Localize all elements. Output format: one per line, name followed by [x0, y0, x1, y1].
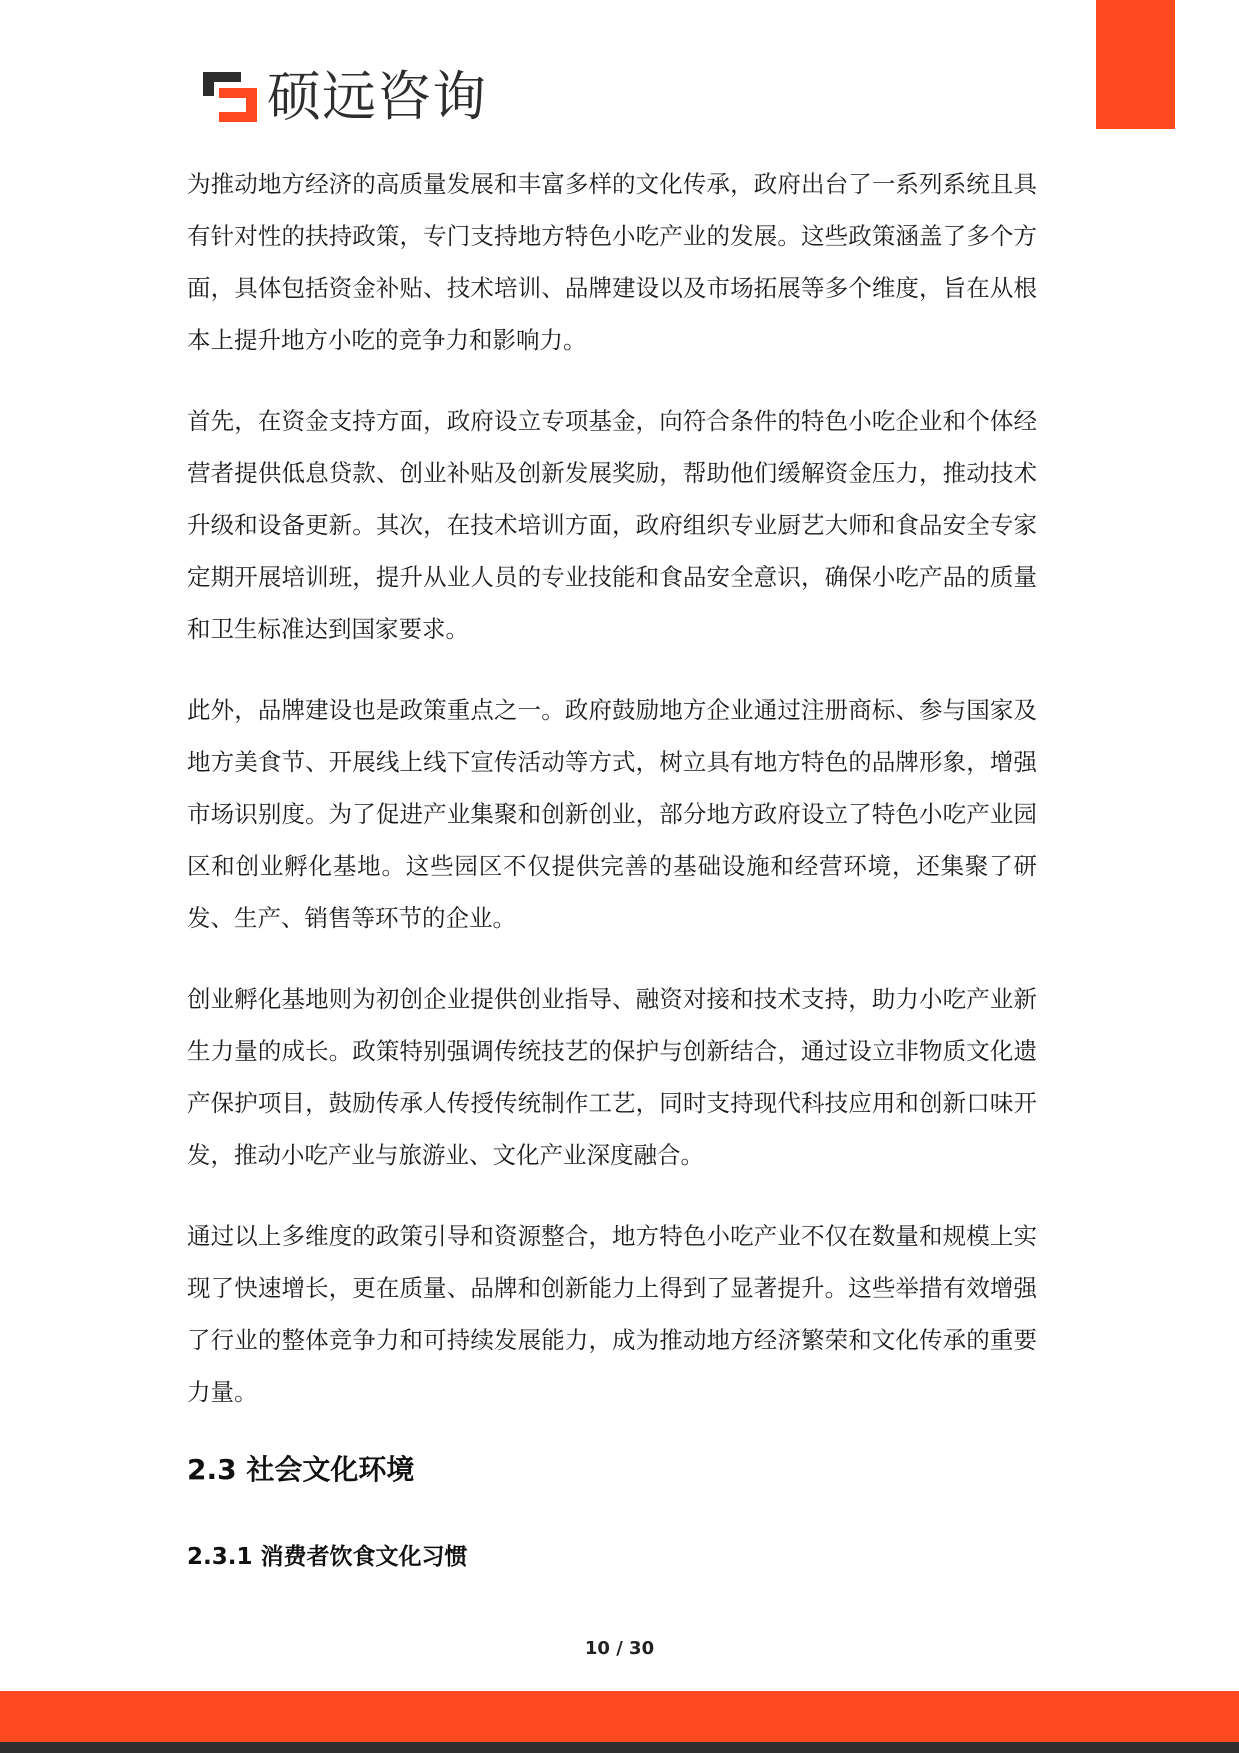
footer-dark-bar — [0, 1742, 1239, 1753]
corner-accent-tab — [1096, 0, 1175, 129]
paragraph-5: 通过以上多维度的政策引导和资源整合，地方特色小吃产业不仅在数量和规模上实现了快速增长，更在质量、品牌和创新能力上得到了显著提升。这些举措有效增强了行业的整体竞争力和可持续发展能力，成为推动地方经济繁荣和文化传承的重要力量。 — [187, 1222, 1037, 1406]
paragraph-3: 此外，品牌建设也是政策重点之一。政府鼓励地方企业通过注册商标、参与国家及地方美食节、开展线上线下宣传活动等方式，树立具有地方特色的品牌形象，增强市场识别度。为了促进产业集聚和创新创业，部分地方政府设立了特色小吃产业园区和创业孵化基地。这些园区不仅提供完善的基础设施和经营环境，还集聚了研发、生产、销售等环节的企业。 — [187, 696, 1037, 932]
section-heading: 2.3 社会文化环境 — [187, 1453, 415, 1486]
subsection-heading: 2.3.1 消费者饮食文化习惯 — [187, 1544, 468, 1570]
brand-logo-icon — [201, 68, 259, 126]
paragraph-4: 创业孵化基地则为初创企业提供创业指导、融资对接和技术支持，助力小吃产业新生力量的成长。政策特别强调传统技艺的保护与创新结合，通过设立非物质文化遗产保护项目，鼓励传承人传授传统制作工艺，同时支持现代科技应用和创新口味开发，推动小吃产业与旅游业、文化产业深度融合。 — [187, 985, 1037, 1169]
page-number: 10 / 30 — [584, 1638, 655, 1659]
paragraph-1: 为推动地方经济的高质量发展和丰富多样的文化传承，政府出台了一系列系统且具有针对性的扶持政策，专门支持地方特色小吃产业的发展。这些政策涵盖了多个方面，具体包括资金补贴、技术培训、品牌建设以及市场拓展等多个维度，旨在从根本上提升地方小吃的竞争力和影响力。 — [187, 170, 1037, 354]
brand-logo — [201, 65, 487, 128]
document-body — [187, 158, 1037, 1447]
footer-accent-bar — [0, 1691, 1239, 1742]
paragraph-2: 首先，在资金支持方面，政府设立专项基金，向符合条件的特色小吃企业和个体经营者提供低息贷款、创业补贴及创新发展奖励，帮助他们缓解资金压力，推动技术升级和设备更新。其次，在技术培训方面，政府组织专业厨艺大师和食品安全专家定期开展培训班，提升从业人员的专业技能和食品安全意识，确保小吃产品的质量和卫生标准达到国家要求。 — [187, 407, 1037, 643]
brand-name: 硕远咨询 — [267, 65, 487, 128]
